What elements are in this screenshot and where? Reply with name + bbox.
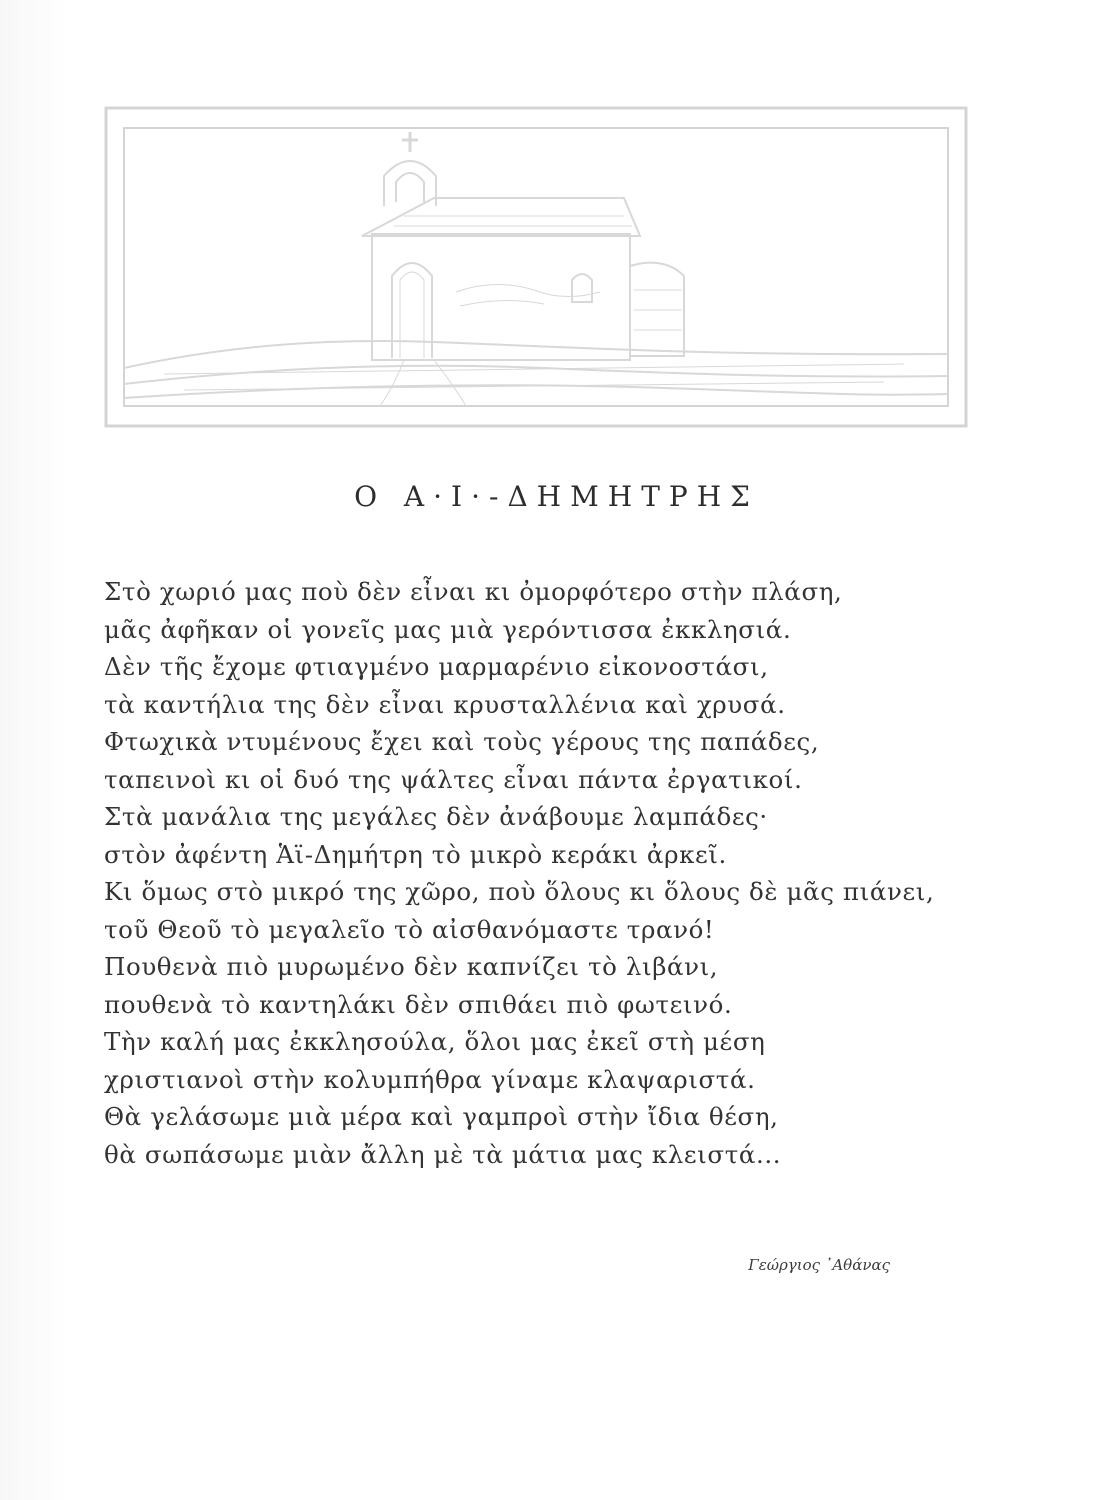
poem-line: πουθενὰ τὸ καντηλάκι δὲν σπιθάει πιὸ φωτεινό. [104,989,733,1019]
poem-line: μᾶς ἀφῆκαν οἱ γονεῖς μας μιὰ γερόντισσα ἐκκλησιά. [104,614,792,644]
frame-inner [124,128,948,406]
frame-outer [106,108,966,426]
poem-line: Δὲν τῆς ἔχομε φτιαγμένο μαρμαρένιο εἰκονοστάσι, [104,652,769,681]
poem-line: θὰ σωπάσωμε μιὰν ἄλλη μὲ τὰ μάτια μας κλειστά... [104,1139,782,1169]
poem-body [104,573,1004,1173]
poem-line: στὸν ἀφέντη Ἁϊ-Δημήτρη τὸ μικρὸ κεράκι ἀρκεῖ. [104,839,727,869]
poem-line: Στὸ χωριό μας ποὺ δὲν εἶναι κι ὀμορφότερο στὴν πλάση, [104,577,843,606]
poem-line: τὰ καντήλια της δὲν εἶναι κρυσταλλένια καὶ χρυσά. [104,689,786,719]
author-signature: Γεώργιος ᾽Αθάνας [748,1256,890,1274]
poem-line: χριστιανοὶ στὴν κολυμπήθρα γίναμε κλαψαριστά. [104,1064,756,1094]
poem-line: Τὴν καλή μας ἐκκλησούλα, ὅλοι μας ἐκεῖ στὴ μέση [104,1027,766,1056]
poem-title: Ο Α·Ι·-ΔΗΜΗΤΡΗΣ [354,480,759,513]
poem-line: Φτωχικὰ ντυμένους ἔχει καὶ τοὺς γέρους της παπάδες, [104,727,820,756]
poem-line: Πουθενὰ πιὸ μυρωμένο δὲν καπνίζει τὸ λιβάνι, [104,952,719,981]
poem-line: Στὰ μανάλια της μεγάλες δὲν ἀνάβουμε λαμπάδες· [104,802,768,831]
poem-line: ταπεινοὶ κι οἱ δυό της ψάλτες εἶναι πάντα ἐργατικοί. [104,764,803,794]
chapel-illustration [104,106,968,428]
poem-line: Κι ὅμως στὸ μικρό της χῶρο, ποὺ ὅλους κι ὅλους δὲ μᾶς πιάνει, [104,877,935,906]
poem-line: Θὰ γελάσωμε μιὰ μέρα καὶ γαμπροὶ στὴν ἴδια θέση, [104,1102,779,1131]
poem-line: τοῦ Θεοῦ τὸ μεγαλεῖο τὸ αἰσθανόμαστε τρανό! [104,914,715,944]
